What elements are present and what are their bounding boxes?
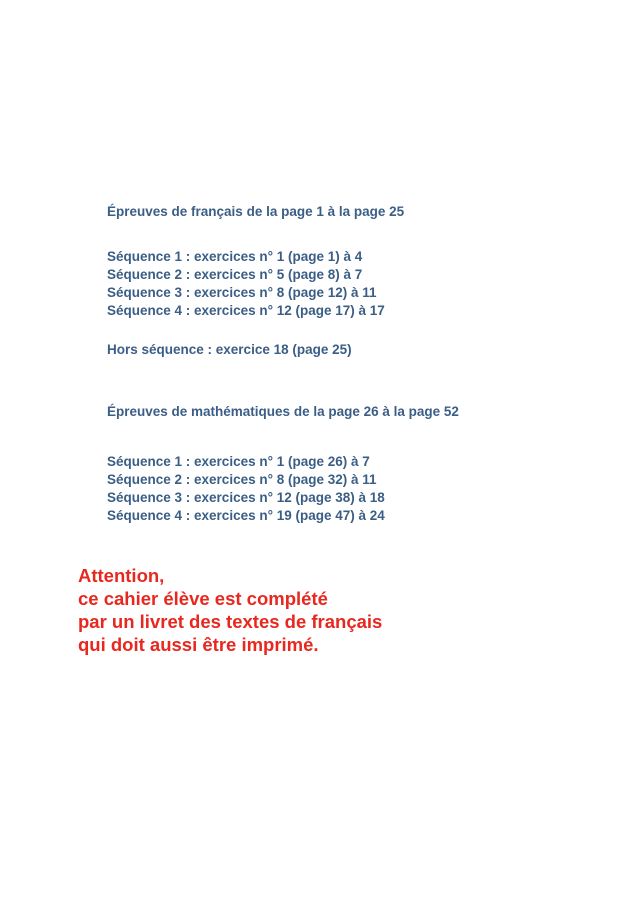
math-sequence-1: Séquence 1 : exercices n° 1 (page 26) à 7 bbox=[107, 454, 370, 469]
french-extra-sequence: Hors séquence : exercice 18 (page 25) bbox=[107, 342, 352, 357]
math-sequence-3: Séquence 3 : exercices n° 12 (page 38) à 18 bbox=[107, 490, 385, 505]
math-sequence-list bbox=[107, 453, 385, 525]
math-heading: Épreuves de mathématiques de la page 26 à la page 52 bbox=[107, 404, 459, 419]
notice-line-4: qui doit aussi être imprimé. bbox=[78, 634, 319, 655]
notice-line-2: ce cahier élève est complété bbox=[78, 588, 328, 609]
french-sequence-3: Séquence 3 : exercices n° 8 (page 12) à 11 bbox=[107, 285, 377, 300]
french-sequence-list bbox=[107, 248, 385, 320]
notice-line-1: Attention, bbox=[78, 565, 165, 586]
french-sequence-2: Séquence 2 : exercices n° 5 (page 8) à 7 bbox=[107, 267, 363, 282]
french-sequence-4: Séquence 4 : exercices n° 12 (page 17) à 17 bbox=[107, 303, 385, 318]
math-sequence-4: Séquence 4 : exercices n° 19 (page 47) à 24 bbox=[107, 508, 385, 523]
math-sequence-2: Séquence 2 : exercices n° 8 (page 32) à 11 bbox=[107, 472, 377, 487]
printing-notice bbox=[78, 564, 382, 656]
french-heading: Épreuves de français de la page 1 à la page 25 bbox=[107, 204, 405, 219]
notice-line-3: par un livret des textes de français bbox=[78, 611, 383, 632]
french-sequence-1: Séquence 1 : exercices n° 1 (page 1) à 4 bbox=[107, 249, 363, 264]
